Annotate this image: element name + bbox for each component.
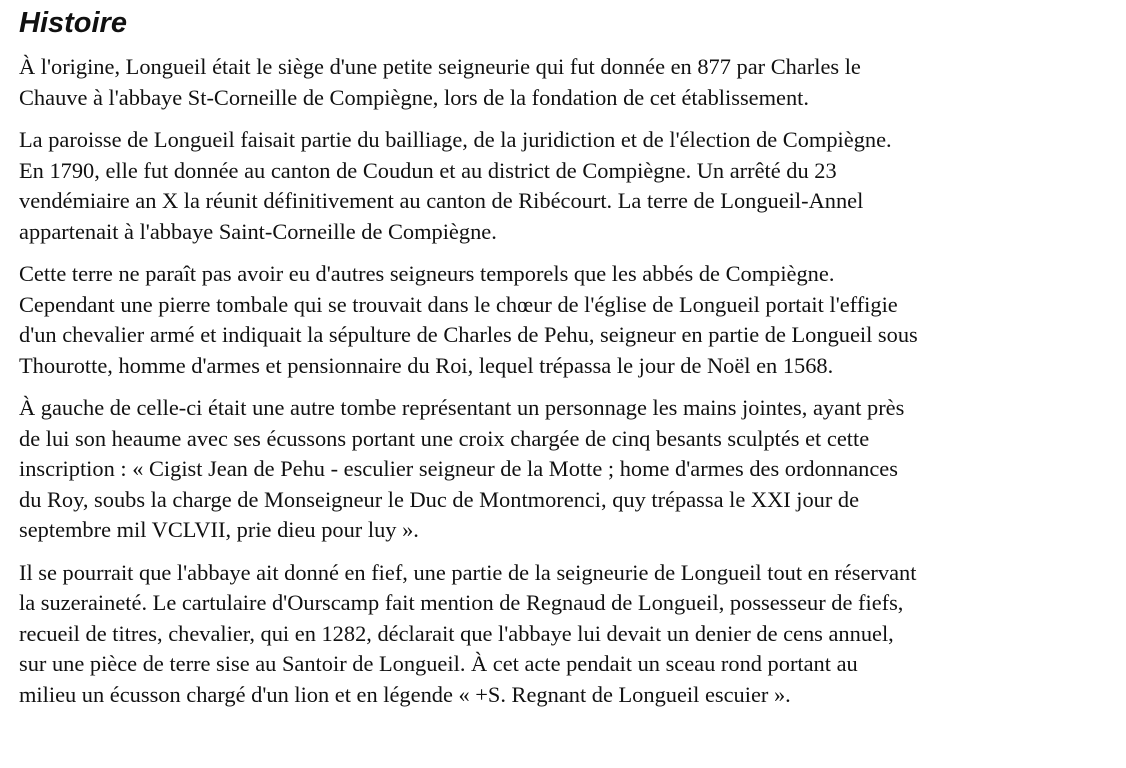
paragraph-origins [19,52,1119,113]
document-page [19,6,1119,722]
text-line: appartenait à l'abbaye Saint-Corneille de Compiègne. [19,218,497,244]
text-line: de lui son heaume avec ses écussons portant une croix chargée de cinq besants sculptés et cette [19,425,870,451]
text-line: la suzeraineté. Le cartulaire d'Ourscamp fait mention de Regnaud de Longueil, possesseur de fiefs, [19,590,904,615]
text-line: À gauche de celle-ci était une autre tombe représentant un personnage les mains jointes, ayant près [19,395,905,420]
text-line: La paroisse de Longueil faisait partie du bailliage, de la juridiction et de l'élection de Compiègne. [19,127,892,152]
text-line: septembre mil VCLVII, prie dieu pour luy ». [19,517,419,542]
text-line: vendémiaire an X la réunit définitivement au canton de Ribécourt. La terre de Longueil-Annel [19,188,864,213]
text-line: À l'origine, Longueil était le siège d'une petite seigneurie qui fut donnée en 877 par Charles le [19,54,861,79]
section-heading: Histoire [19,7,127,39]
text-line: milieu un écusson chargé d'un lion et en légende « +S. Regnant de Longueil escuier ». [19,681,791,707]
text-line: recueil de titres, chevalier, qui en 1282, déclarait que l'abbaye lui devait un denier de cens annuel, [19,620,894,646]
text-line: En 1790, elle fut donnée au canton de Coudun et au district de Compiègne. Un arrêté du 23 [19,157,837,183]
paragraph-tomb [19,393,1119,546]
paragraph-lords [19,259,1119,381]
text-line: Cependant une pierre tombale qui se trouvait dans le chœur de l'église de Longueil portait l'effigie [19,291,898,317]
text-line: sur une pièce de terre sise au Santoir de Longueil. À cet acte pendait un sceau rond portant au [19,651,858,676]
text-line: inscription : « Cigist Jean de Pehu - esculier seigneur de la Motte ; home d'armes des ordonnances [19,456,898,481]
text-line: Chauve à l'abbaye St-Corneille de Compiègne, lors de la fondation de cet établissement. [19,84,809,110]
text-line: du Roy, soubs la charge de Monseigneur le Duc de Montmorenci, quy trépassa le XXI jour de [19,486,860,512]
paragraph-fief [19,558,1119,711]
text-line: Il se pourrait que l'abbaye ait donné en fief, une partie de la seigneurie de Longueil tout en réservant [19,559,917,585]
paragraph-parish [19,125,1119,247]
text-line: d'un chevalier armé et indiquait la sépulture de Charles de Pehu, seigneur en partie de Longueil sous [19,322,918,347]
text-line: Cette terre ne paraît pas avoir eu d'autres seigneurs temporels que les abbés de Compiègne. [19,261,835,286]
text-line: Thourotte, homme d'armes et pensionnaire du Roi, lequel trépassa le jour de Noël en 1568. [19,352,834,378]
